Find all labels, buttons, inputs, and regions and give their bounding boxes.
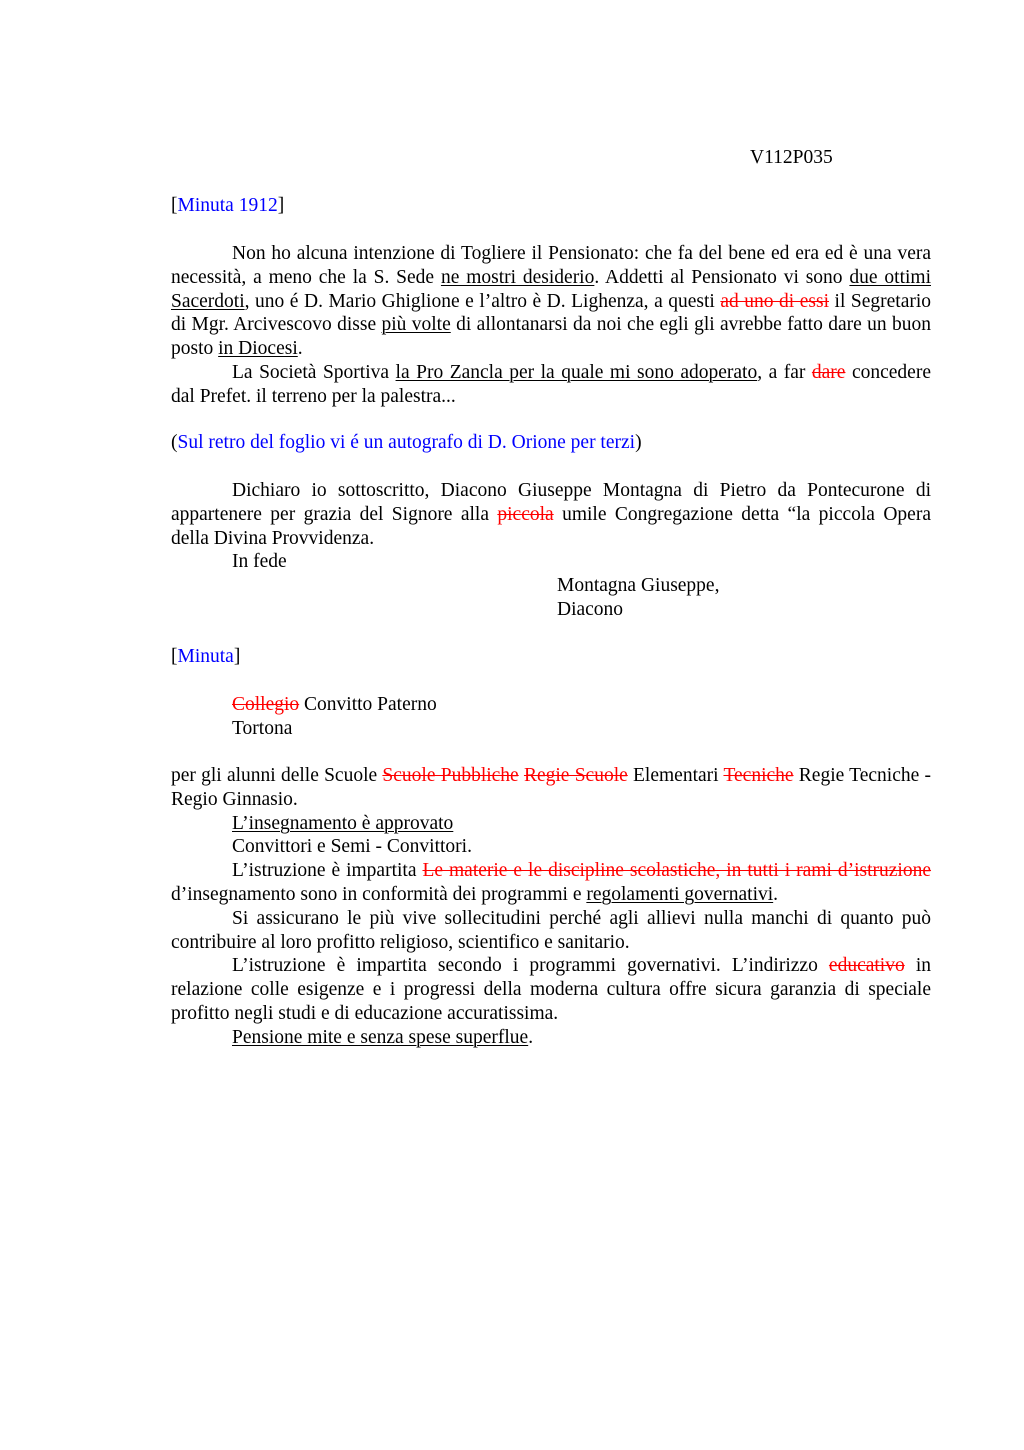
deleted-text: ad uno di essi <box>720 290 829 312</box>
underlined-text: la Pro Zancla per la quale mi sono adoperato <box>395 361 758 383</box>
editor-note-retro: Sul retro del foglio vi é un autografo di D. Orione per terzi <box>177 432 636 453</box>
deleted-text: Collegio <box>232 694 300 715</box>
section2-body <box>171 764 931 1050</box>
address-line-city: Tortona <box>232 717 293 739</box>
closing-in-fede: In fede <box>232 551 287 573</box>
declaration <box>171 479 931 622</box>
address-line-convitto: Collegio Convitto Paterno <box>232 694 437 715</box>
address-block <box>171 693 931 741</box>
deleted-text: Scuole Pubbliche <box>382 765 519 786</box>
deleted-text: dare <box>811 361 846 383</box>
underlined-text: in Diocesi <box>218 338 298 360</box>
section1-heading: [Minuta 1912] <box>171 195 285 216</box>
paragraph-societa-sportiva: La Società Sportiva la Pro Zancla per la quale mi sono adoperato, a far dare concedere dal Prefet. il terreno per la palestra... <box>171 361 931 407</box>
line-convittori: Convittori e Semi - Convittori. <box>232 836 472 858</box>
signature-name: Montagna Giuseppe, <box>557 575 720 597</box>
underlined-text: ne mostri desiderio <box>440 266 595 288</box>
paragraph-pensionato: Non ho alcuna intenzione di Togliere il Pensionato: che fa del bene ed era ed è una vera necessità, a meno che la S. Sede ne mostri desiderio. Addetti al Pensionato vi sono due ottimi Sacerdoti, uno é D. Mario Ghiglione e l’altro è D. Lighenza, a questi ad uno di essi il Segretario di Mgr. Arcivescovo disse più volte di allontanarsi da noi che egli gli avrebbe fatto dare un buon posto in Diocesi. <box>171 243 932 360</box>
deleted-text: Le materie e le discipline scolastiche, in tutti i rami d’istruzione <box>422 860 932 882</box>
underlined-text: Pensione mite e senza spese superflue <box>232 1026 529 1048</box>
document-id: V112P035 <box>750 147 833 168</box>
signature-title: Diacono <box>557 598 624 620</box>
editor-note-minuta-1912: Minuta 1912 <box>177 195 278 216</box>
deleted-text: educativo <box>828 955 905 977</box>
paragraph-pensione: Pensione mite e senza spese superflue. <box>232 1026 534 1048</box>
paragraph-sollecitudini: Si assicurano le più vive sollecitudini perché agli allievi nulla manchi di quanto può contribuire al loro profitto religioso, scientifico e sanitario. <box>171 907 931 953</box>
deleted-text: Regie Scuole <box>523 765 628 786</box>
editor-note-minuta: Minuta <box>177 646 234 667</box>
declaration-paragraph: Dichiaro io sottoscritto, Diacono Giuseppe Montagna di Pietro da Pontecurone di appartenere per grazia del Signore alla piccola umile Congregazione detta “la piccola Opera della Divina Provvidenza. <box>171 480 931 549</box>
section2-heading: [Minuta] <box>171 646 241 667</box>
underlined-text: più volte <box>381 314 451 336</box>
retro-note-line: (Sul retro del foglio vi é un autografo di D. Orione per terzi) <box>171 432 642 453</box>
paragraph-programmi-governativi: L’istruzione è impartita secondo i programmi governativi. L’indirizzo educativo in relazione colle esigenze e i progressi della moderna cultura offre sicura garanzia di speciale profitto negli studi e di educazione accuratissima. <box>171 955 932 1024</box>
section1-body <box>171 242 931 409</box>
underlined-text: regolamenti governativi <box>586 883 774 905</box>
deleted-text: piccola <box>497 503 554 525</box>
line-insegnamento-approvato: L’insegnamento è approvato <box>232 812 454 834</box>
underlined-text: due ottimi Sacerdoti <box>171 266 931 312</box>
deleted-text: Tecniche <box>723 765 794 786</box>
paragraph-alunni: per gli alunni delle Scuole Scuole Pubbliche Regie Scuole Elementari Tecniche Regie Tecniche - Regio Ginnasio. <box>171 765 931 810</box>
paragraph-istruzione-impartita: L’istruzione è impartita Le materie e le discipline scolastiche, in tutti i rami d’istruzione d’insegnamento sono in conformità dei programmi e regolamenti governativi. <box>171 860 932 905</box>
